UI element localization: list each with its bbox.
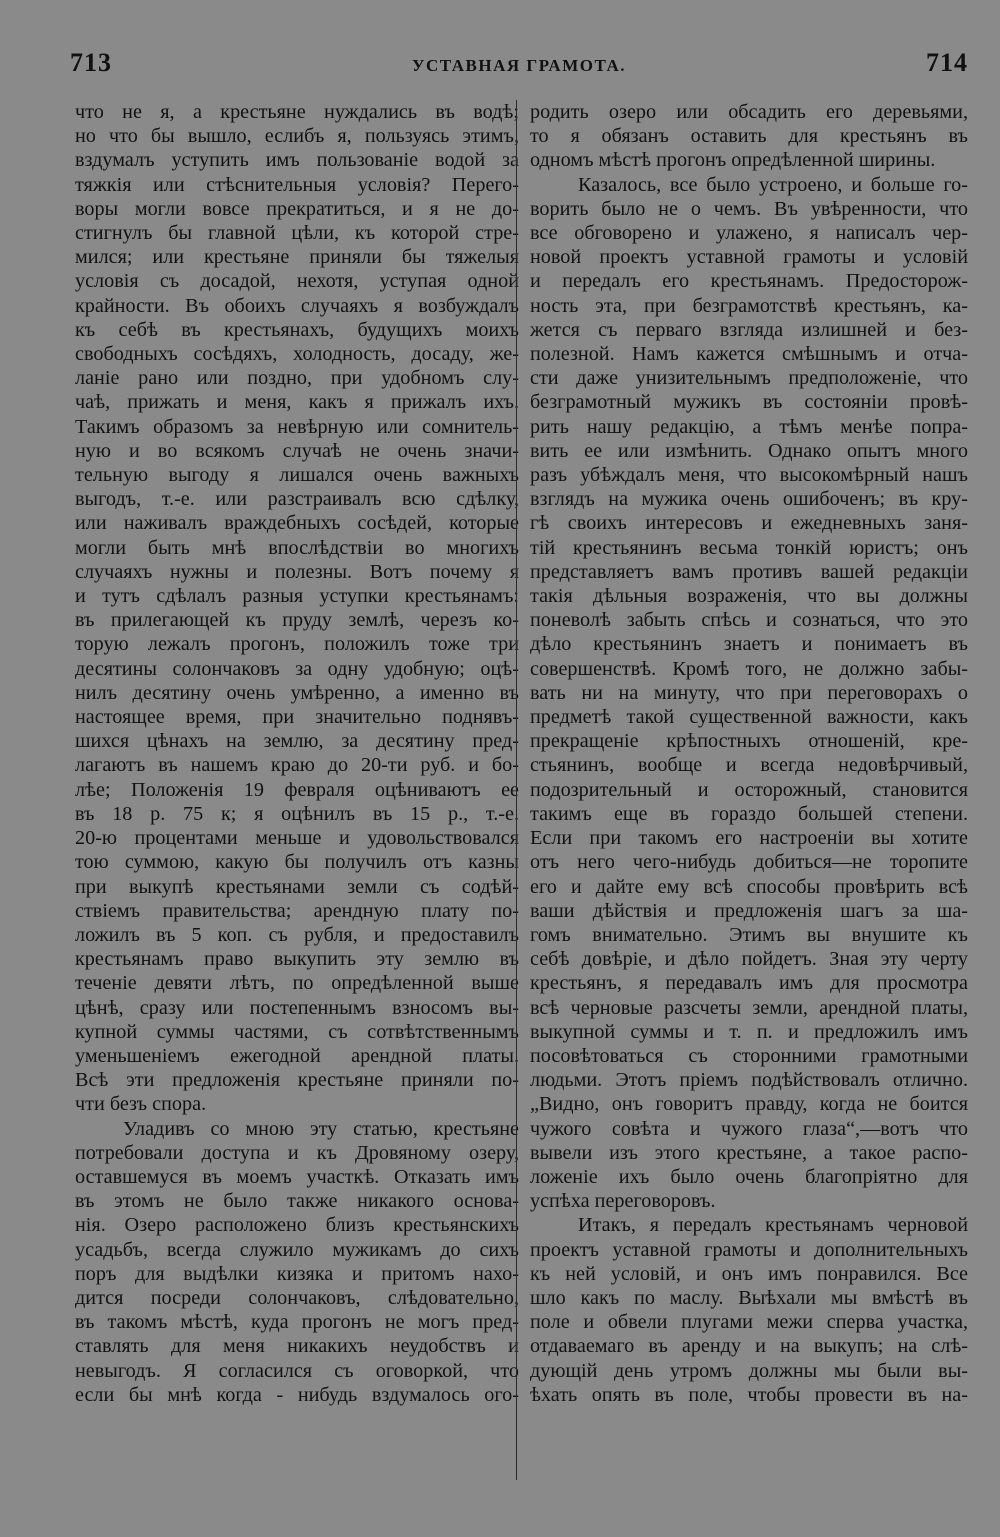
text-line: 20-ю процентами меньше и удовольствовался [75,827,519,850]
column-divider [516,100,517,1480]
text-line: выкупной суммы и т. п. и предложилъ имъ [530,1020,968,1043]
text-line: мился; или крестьяне приняли бы тяжелыя [75,246,519,269]
text-line: но что бы вышло, еслибъ я, пользуясь этимъ, [75,125,519,148]
left-column [75,100,519,1407]
text-line: ланіе рано или поздно, при удобномъ слу- [75,367,519,390]
text-line: чти безъ спора. [75,1093,207,1116]
text-line: торую лежалъ прогонъ, положилъ тоже три [75,633,519,656]
text-line: поръ для выдѣлки кизяка и притомъ нахо- [75,1262,519,1285]
text-line: такимъ еще въ гораздо большей степени. [530,802,968,825]
text-line: десятины солончаковъ за одну удобную; оцѣ- [75,657,519,680]
text-line: отъ него чего-нибудь добиться—не торопите [530,851,968,874]
text-line: крестьянамъ право выкупить эту землю въ [75,948,519,971]
text-line: то я обязанъ оставить для крестьянъ въ [530,125,968,148]
text-line: что не я, а крестьяне нуждались въ водѣ; [75,101,519,123]
text-line: ворить было не о чемъ. Въ увѣренности, что [530,197,968,220]
text-line: въ такомъ мѣстѣ, куда прогонъ не могъ пред- [75,1311,519,1334]
text-line: и передалъ его крестьянамъ. Предосторож- [530,270,968,293]
text-line: при выкупѣ крестьянами земли съ содѣй- [75,875,519,898]
text-line: проектъ уставной грамоты и дополнительныхъ [530,1238,968,1261]
text-line: родить озеро или обсадить его деревьями, [530,101,968,123]
text-line: крестьянъ, я передавалъ имъ для просмотра [530,972,968,995]
text-line: взглядъ на мужика очень ошибоченъ; въ кру- [530,488,968,511]
text-line: Уладивъ со мною эту статью, крестьяне [123,1117,519,1140]
page-header [70,48,968,82]
text-line: вздумалъ уступить имъ пользованіе водой за [75,149,519,172]
page-number-left: 713 [70,48,112,77]
text-line: условія съ досадой, нехотя, уступая одной [75,270,519,293]
text-line: „Видно, онъ говоритъ правду, когда не боится [530,1093,968,1116]
text-line: въ 18 р. 75 к; я оцѣнилъ въ 15 р., т.-е. [75,802,519,825]
text-line: себѣ довѣріе, и дѣло пойдетъ. Зная эту черту [530,948,968,971]
text-line: людьми. Этотъ пріемъ подѣйствовалъ отлично. [530,1069,968,1092]
text-line: вывели изъ этого крестьяне, а такое распо- [530,1141,968,1164]
text-line: поле и обвели плугами межи сперва участка, [530,1311,968,1334]
text-line: къ себѣ въ крестьянахъ, будущихъ моихъ [75,318,519,341]
text-line: свободныхъ сосѣдяхъ, холодность, досаду, же- [75,343,519,366]
right-column [530,100,968,1407]
text-line: тяжкія или стѣснительныя условія? Перего- [75,173,519,196]
text-line: усадьбъ, всегда служило мужикамъ до сихъ [75,1238,519,1261]
text-line: въ прилегающей къ пруду землѣ, черезъ ко- [75,609,519,632]
text-line: вать ни на минуту, что при переговорахъ о [530,681,968,704]
text-line: гѣ своихъ интересовъ и ежедневныхъ заня- [530,512,968,535]
text-line: такія дѣльныя возраженія, что вы должны [530,585,968,608]
text-line: цѣнѣ, сразу или постепеннымъ взносомъ вы- [75,996,519,1019]
text-line: его и дайте ему всѣ способы провѣрить всѣ [530,875,968,898]
text-line: шло какъ по маслу. Выѣхали мы вмѣстѣ въ [530,1286,968,1309]
text-line: въ этомъ не было также никакого основа- [75,1190,519,1213]
text-line: оставшемуся въ моемъ участкѣ. Отказать имъ [75,1165,519,1188]
text-line: Итакъ, я передалъ крестьянамъ черновой [578,1214,968,1237]
text-line: невыгодъ. Я согласился съ оговоркой, что [75,1359,519,1382]
text-line: ствіемъ правительства; арендную плату по- [75,899,519,922]
text-line: дится посреди солончаковъ, слѣдовательно, [75,1286,519,1309]
text-line: тою суммою, какую бы получилъ отъ казны [75,851,519,874]
text-line: ѣхать опять въ поле, чтобы провести въ на- [530,1383,968,1406]
page-number-right: 714 [926,48,968,77]
text-line: дѣло крестьянинъ знаетъ и понимаетъ въ [530,633,968,656]
text-line: сти даже унизительнымъ предположеніе, что [530,367,968,390]
text-line: или наживалъ враждебныхъ сосѣдей, которые [75,512,519,535]
text-line: одномъ мѣстѣ прогонъ опредѣленной ширины. [530,149,936,172]
text-line: ложилъ въ 5 коп. съ рубля, и предоставилъ [75,923,519,946]
text-line: совершенствѣ. Кромѣ того, не должно забы- [530,657,968,680]
text-line: теченіе девяти лѣтъ, по опредѣленной выше [75,972,519,995]
text-line: гомъ внимательно. Этимъ вы внушите къ [530,923,968,946]
text-line: представляетъ вамъ противъ вашей редакціи [530,560,968,583]
text-line: рить нашу редакцію, а тѣмъ менѣе попра- [530,415,968,438]
text-line: отдаваемаго въ аренду и на выкупъ; на слѣ- [530,1335,968,1358]
text-line: нія. Озеро расположено близъ крестьянскихъ [75,1214,519,1237]
text-line: всѣ черновые разсчеты земли, арендной платы, [530,996,968,1019]
text-line: все обговорено и улажено, я написалъ чер- [530,222,968,245]
text-line: случаяхъ нужны и полезны. Вотъ почему я [75,560,519,583]
text-line: ваши дѣйствія и предложенія шагъ за ша- [530,899,968,922]
text-line: потребовали доступа и къ Дровяному озеру, [75,1141,519,1164]
text-line: тій крестьянинъ весьма тонкій юристъ; онъ [530,536,968,559]
text-line: жется съ перваго взгляда излишней и без- [530,318,968,341]
text-line: нилъ десятину очень умѣренно, а именно въ [75,681,519,704]
text-line: ложеніе ихъ было очень благопріятно для [530,1165,968,1188]
text-line: воры могли вовсе прекратиться, и я не до- [75,197,519,220]
text-line: новой проектъ уставной грамоты и условій [530,246,968,269]
text-line: стигнулъ бы главной цѣли, къ которой стре- [75,222,519,245]
text-line: Если при такомъ его настроеніи вы хотите [530,827,968,850]
text-line: успѣха переговоровъ. [530,1190,716,1213]
text-line: подозрительный и осторожный, становится [530,778,968,801]
text-line: безграмотный мужикъ въ состояніи провѣ- [530,391,968,414]
running-title: УСТАВНАЯ ГРАМОТА. [412,56,626,75]
text-line: чужого совѣта и чужого глаза“,—вотъ что [530,1117,968,1140]
text-line: предметѣ такой существенной важности, какъ [530,706,968,729]
text-line: Такимъ образомъ за невѣрную или сомнитель- [75,415,519,438]
text-line: выгодъ, т.-е. или разстраивалъ всю сдѣлку, [75,488,519,511]
text-line: посовѣтоваться съ сторонними грамотными [530,1044,968,1067]
text-line: ную и во всякомъ случаѣ не очень значи- [75,439,519,462]
text-line: уменьшеніемъ ежегодной арендной платы. [75,1044,519,1067]
text-line: и тутъ сдѣлалъ разныя уступки крестьянамъ: [75,585,519,608]
text-line: тельную выгоду я лишался очень важныхъ [75,464,519,487]
text-line: вить ее или измѣнить. Однако опытъ много [530,439,968,462]
text-line: стьянинъ, вообще и всегда недовѣрчивый, [530,754,968,777]
text-line: лагаютъ въ нашемъ краю до 20-ти руб. и бо- [75,754,519,777]
text-line: если бы мнѣ когда - нибудь вздумалось ого- [75,1383,519,1406]
text-line: купной суммы частями, съ сотвѣтственнымъ [75,1020,519,1043]
text-line: лѣе; Положенія 19 февраля оцѣниваютъ ее [75,778,519,801]
text-line: могли быть мнѣ впослѣдствіи во многихъ [75,536,519,559]
text-line: полезной. Намъ кажется смѣшнымъ и отча- [530,343,968,366]
text-line: разъ убѣждалъ меня, что высокомѣрный нашъ [530,464,968,487]
text-line: ность эта, при безграмотствѣ крестьянъ, ка- [530,294,968,317]
text-line: шихся цѣнахъ на землю, за десятину пред- [75,730,519,753]
text-line: настоящее время, при значительно поднявъ- [75,706,519,729]
text-line: Всѣ эти предложенія крестьяне приняли по- [75,1069,519,1092]
text-line: крайности. Въ обоихъ случаяхъ я возбуждалъ [75,294,519,317]
text-line: прекращеніе крѣпостныхъ отношеній, кре- [530,730,968,753]
text-line: Казалось, все было устроено, и больше го- [578,173,968,196]
text-line: къ ней условій, и онъ имъ понравился. Все [530,1262,968,1285]
text-line: поневолѣ забыть спѣсь и сознаться, что это [530,609,968,632]
text-line: чаѣ, прижать и меня, какъ я прижалъ ихъ. [75,391,519,414]
text-line: ставлять для меня никакихъ неудобствъ и [75,1335,519,1358]
text-line: дующій день утромъ должны мы были вы- [530,1359,968,1382]
